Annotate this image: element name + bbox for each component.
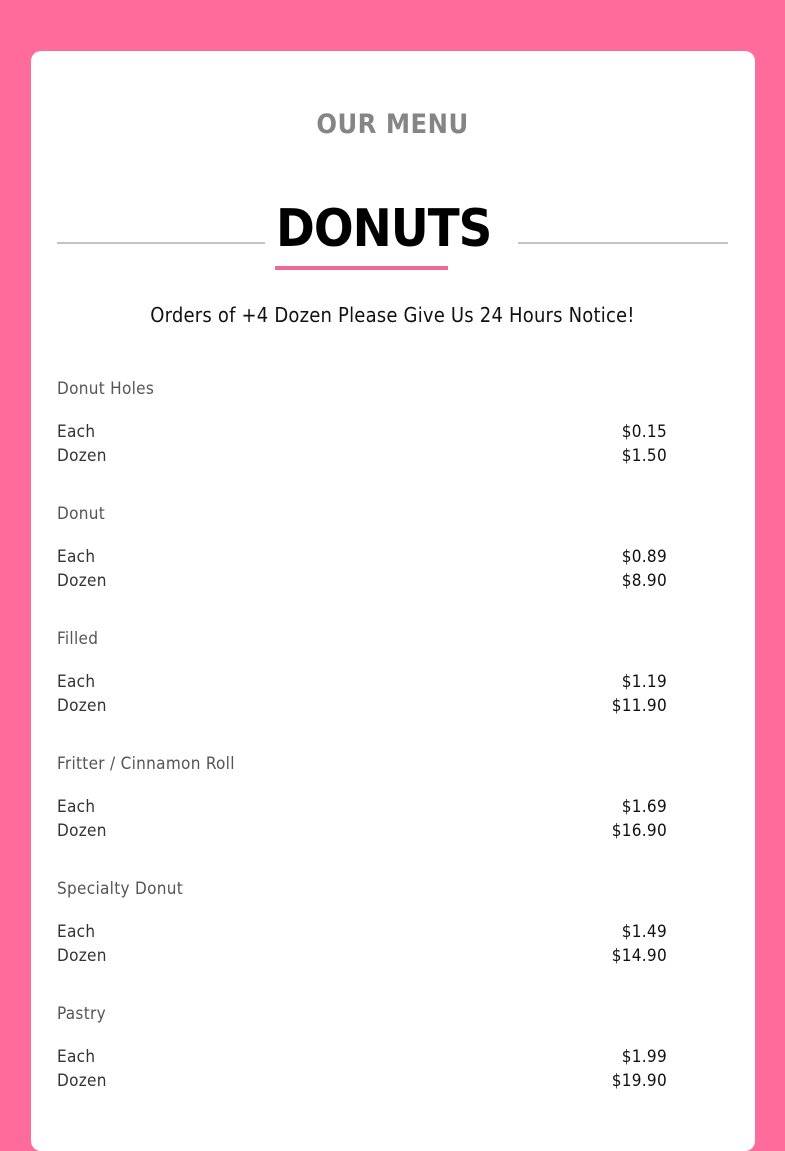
price-row [57, 920, 667, 944]
menu-list [57, 375, 667, 1125]
page-title: DONUTS [276, 199, 492, 259]
menu-eyebrow: OUR MENU [316, 109, 469, 140]
price-row [57, 694, 667, 718]
price-value: $16.90 [611, 821, 667, 841]
price-value: $1.49 [621, 922, 667, 942]
size-label: Dozen [57, 571, 107, 591]
price-row [57, 1069, 667, 1093]
price-value: $8.90 [621, 571, 667, 591]
menu-section [57, 1000, 667, 1125]
price-value: $0.15 [621, 422, 667, 442]
title-underline [275, 266, 448, 270]
menu-section [57, 875, 667, 1000]
title-divider-left [57, 242, 265, 244]
title-divider-right [518, 242, 728, 244]
size-label: Dozen [57, 946, 107, 966]
price-row [57, 944, 667, 968]
section-name: Specialty Donut [57, 879, 184, 899]
price-value: $19.90 [611, 1071, 667, 1091]
title-row [57, 197, 728, 273]
menu-section [57, 750, 667, 875]
price-value: $1.19 [621, 672, 667, 692]
price-row [57, 1045, 667, 1069]
price-row [57, 819, 667, 843]
size-label: Each [57, 922, 96, 942]
price-row [57, 545, 667, 569]
price-value: $1.50 [621, 446, 667, 466]
size-label: Dozen [57, 696, 107, 716]
section-name: Fritter / Cinnamon Roll [57, 754, 235, 774]
menu-section [57, 375, 667, 500]
section-name: Donut [57, 504, 106, 524]
price-value: $14.90 [611, 946, 667, 966]
size-label: Each [57, 672, 96, 692]
price-row [57, 670, 667, 694]
price-value: $0.89 [621, 547, 667, 567]
order-notice: Orders of +4 Dozen Please Give Us 24 Hours Notice! [150, 303, 635, 327]
menu-section [57, 500, 667, 625]
size-label: Each [57, 547, 96, 567]
price-row [57, 420, 667, 444]
section-name: Donut Holes [57, 379, 155, 399]
size-label: Dozen [57, 446, 107, 466]
size-label: Each [57, 797, 96, 817]
price-row [57, 569, 667, 593]
menu-section [57, 625, 667, 750]
section-name: Filled [57, 629, 99, 649]
price-row [57, 444, 667, 468]
price-value: $11.90 [611, 696, 667, 716]
size-label: Each [57, 1047, 96, 1067]
price-value: $1.69 [621, 797, 667, 817]
size-label: Each [57, 422, 96, 442]
section-name: Pastry [57, 1004, 106, 1024]
price-value: $1.99 [621, 1047, 667, 1067]
price-row [57, 795, 667, 819]
size-label: Dozen [57, 821, 107, 841]
size-label: Dozen [57, 1071, 107, 1091]
